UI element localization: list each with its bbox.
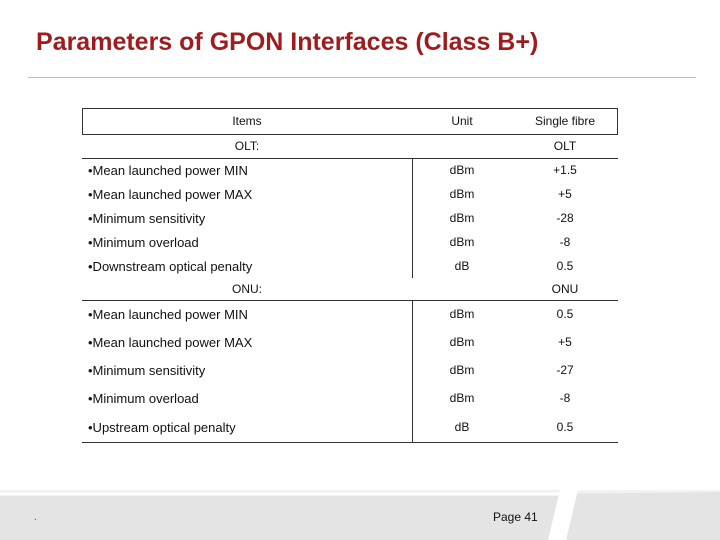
row-item: •Mean launched power MIN	[88, 162, 248, 178]
footer-decoration	[0, 482, 720, 540]
footer-mark: .	[34, 512, 37, 523]
parameters-table	[82, 108, 618, 442]
row-item: •Minimum sensitivity	[88, 210, 206, 226]
table-row	[82, 230, 618, 254]
row-value: 0.5	[556, 259, 574, 273]
row-unit: dBm	[449, 391, 475, 405]
row-item: •Mean launched power MAX	[88, 186, 253, 202]
row-item: •Upstream optical penalty	[88, 419, 236, 435]
table-bottom-border	[82, 442, 618, 443]
title-divider	[28, 77, 696, 78]
row-unit: dBm	[449, 187, 475, 201]
row-unit: dBm	[449, 235, 475, 249]
table-row	[82, 182, 618, 206]
olt-section-row	[82, 134, 618, 158]
table-row	[82, 384, 618, 412]
row-unit: dB	[454, 420, 470, 434]
row-item: •Mean launched power MAX	[88, 334, 253, 350]
row-value: +5	[558, 335, 572, 349]
table-row	[82, 412, 618, 442]
page-number: Page 41	[493, 510, 538, 524]
row-value: -8	[559, 235, 571, 249]
row-unit: dBm	[449, 335, 475, 349]
onu-section-label: ONU:	[232, 282, 262, 296]
olt-value-label: OLT	[553, 139, 577, 153]
row-item: •Downstream optical penalty	[88, 258, 253, 274]
row-unit: dBm	[449, 163, 475, 177]
row-value: 0.5	[556, 307, 574, 321]
table-row	[82, 206, 618, 230]
row-value: -27	[556, 363, 574, 377]
row-value: -8	[559, 391, 571, 405]
olt-section-label: OLT:	[234, 139, 260, 153]
row-item: •Mean launched power MIN	[88, 306, 248, 322]
header-single-fibre: Single fibre	[534, 114, 596, 128]
row-item: •Minimum sensitivity	[88, 362, 206, 378]
row-unit: dBm	[449, 307, 475, 321]
table-row	[82, 356, 618, 384]
row-value: 0.5	[556, 420, 574, 434]
row-unit: dB	[454, 259, 470, 273]
slide-title: Parameters of GPON Interfaces (Class B+)	[36, 28, 539, 56]
table-row	[82, 254, 618, 278]
row-value: +1.5	[553, 163, 577, 177]
row-value: -28	[556, 211, 574, 225]
row-unit: dBm	[449, 363, 475, 377]
divider-unit-onu	[412, 300, 413, 442]
onu-value-label: ONU	[551, 282, 579, 296]
table-header-row	[82, 108, 618, 134]
divider-left-header	[82, 108, 83, 134]
header-items: Items	[232, 114, 262, 128]
table-row	[82, 328, 618, 356]
row-item: •Minimum overload	[88, 234, 199, 250]
divider-unit-olt	[412, 158, 413, 278]
row-value: +5	[558, 187, 572, 201]
row-item: •Minimum overload	[88, 390, 199, 406]
onu-section-row	[82, 278, 618, 300]
divider-right-header	[617, 108, 618, 134]
row-unit: dBm	[449, 211, 475, 225]
table-row	[82, 300, 618, 328]
header-unit: Unit	[451, 114, 473, 128]
table-row	[82, 158, 618, 182]
